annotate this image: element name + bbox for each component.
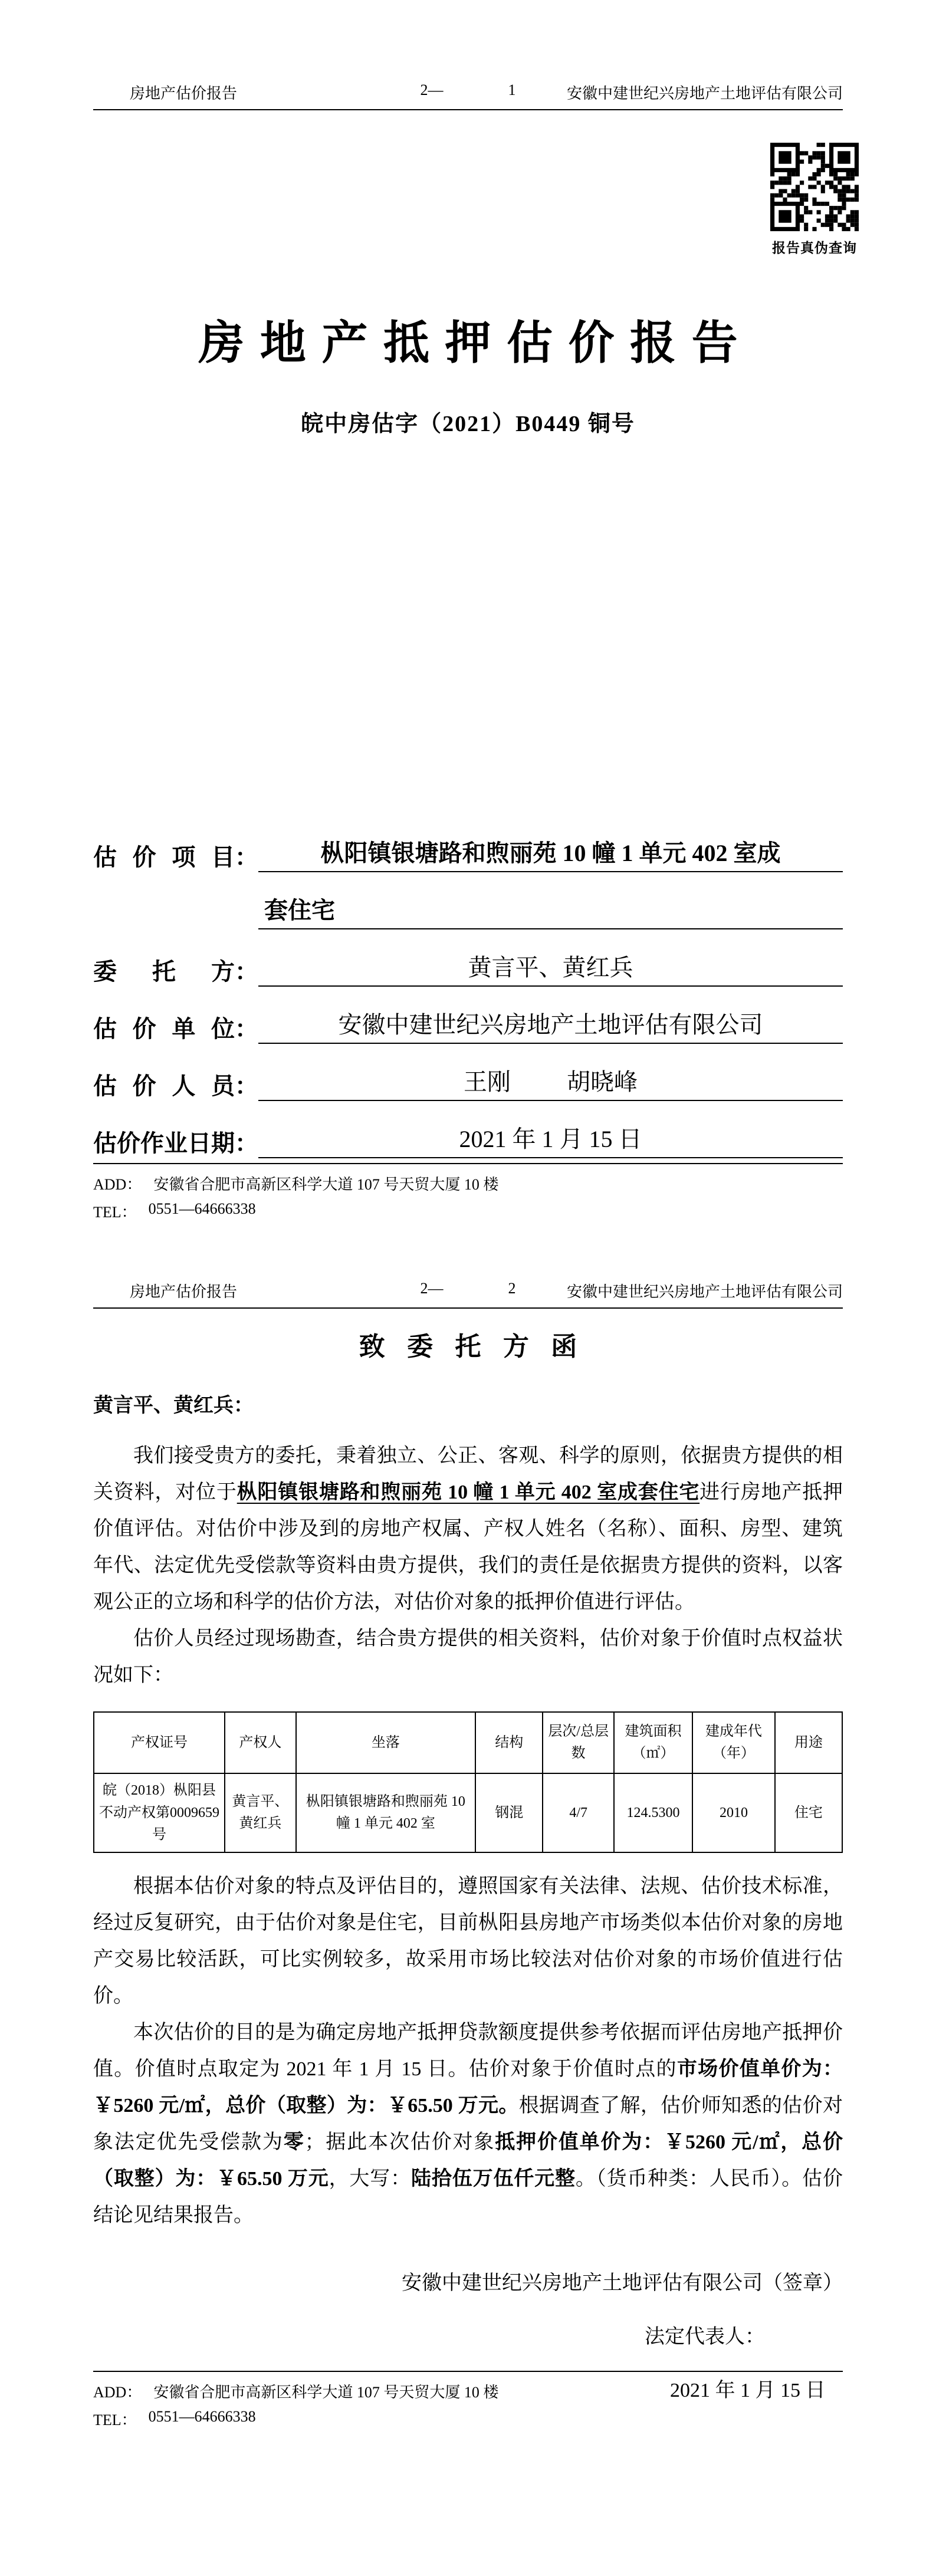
column-header-owner: 产权人 <box>225 1712 296 1773</box>
footer-tel-row <box>93 2408 843 2430</box>
staff-values <box>258 1068 843 1101</box>
signature-date: 2021 年 1 月 15 日 <box>670 2379 826 2401</box>
header-company-name: 安徽中建世纪兴房地产土地评估有限公司 <box>566 1283 843 1300</box>
signature-company: 安徽中建世纪兴房地产土地评估有限公司（签章） <box>402 2272 843 2294</box>
floor-cell: 4/7 <box>543 1773 614 1852</box>
letter-paragraph-2: 估价人员经过现场勘查，结合贵方提供的相关资料，估价对象于价值时点权益状况如下： <box>93 1628 843 1686</box>
header-company-name: 安徽中建世纪兴房地产土地评估有限公司 <box>566 85 843 102</box>
project-value-line2: 套住宅 <box>258 896 843 929</box>
report-header <box>93 81 843 110</box>
footer-address-row <box>93 1172 843 1194</box>
header-page-total: 2— <box>420 1280 444 1297</box>
header-page-indicator <box>421 81 516 99</box>
p4-text-c: ；据此本次估价对象 <box>304 2131 495 2153</box>
column-header-year: 建成年代（年） <box>692 1712 775 1773</box>
column-header-area: 建筑面积（㎡） <box>614 1712 692 1773</box>
header-doc-title: 房地产估价报告 <box>130 85 238 102</box>
tel-label: TEL： <box>93 1204 137 1221</box>
column-header-cert-no: 产权证号 <box>94 1712 225 1773</box>
p1-text-a: 我们接受贵方的委托，秉着独立、公正、客观、科学的原则，依据贵方提供的相关资料，对位于 <box>93 1445 843 1503</box>
staff-name-1: 王刚 <box>464 1068 511 1095</box>
page-1 <box>0 0 936 1262</box>
table-header-row <box>94 1712 842 1773</box>
cert-no-cell: 皖（2018）枞阳县不动产权第0009659 号 <box>94 1773 225 1852</box>
address-value: 安徽省合肥市高新区科学大道 107 号天贸大厦 10 楼 <box>153 1176 499 1193</box>
project-value-line1: 枞阳镇银塘路和煦丽苑 10 幢 1 单元 402 室成 <box>258 839 843 872</box>
report-header <box>93 1280 843 1309</box>
letter-paragraph-1 <box>93 1438 843 1621</box>
work-date-row <box>93 1101 843 1158</box>
address-label: ADD： <box>93 1176 142 1193</box>
usage-cell: 住宅 <box>775 1773 842 1852</box>
header-doc-title: 房地产估价报告 <box>130 1283 238 1300</box>
p4-market-value-emphasis: 市场价值单价为：￥5260 元/㎡，总价（取整）为：￥65.50 万元。 <box>93 2058 843 2117</box>
project-row <box>93 815 843 872</box>
agency-value: 安徽中建世纪兴房地产土地评估有限公司 <box>258 1011 843 1044</box>
qr-block <box>770 143 859 257</box>
header-page-indicator <box>421 1280 516 1297</box>
p4-text-b: 根据调查了解，估价师知悉的估价对象法定优先受偿款为 <box>93 2094 843 2153</box>
owner-cell: 黄言平、黄红兵 <box>225 1773 296 1852</box>
p4-mortgage-value-emphasis: 抵押价值单价为：￥5260 元/㎡，总价（取整）为：￥65.50 万元 <box>93 2131 843 2190</box>
work-date-value: 2021 年 1 月 15 日 <box>258 1125 843 1158</box>
header-page-number: 2 <box>508 1280 516 1297</box>
address-value: 安徽省合肥市高新区科学大道 107 号天贸大厦 10 楼 <box>153 2384 499 2401</box>
staff-label: 估价人员： <box>93 1072 258 1099</box>
qr-code-icon <box>770 143 859 231</box>
work-date-label: 估价作业日期： <box>93 1129 258 1156</box>
p4-zero-emphasis: 零 <box>283 2131 305 2153</box>
header-page-number: 1 <box>508 81 516 98</box>
table-row <box>94 1773 842 1852</box>
client-value: 黄言平、黄红兵 <box>258 954 843 987</box>
page-footer <box>93 2371 843 2436</box>
p4-amount-in-words-emphasis: 陆拾伍万伍仟元整 <box>411 2167 576 2190</box>
column-header-location: 坐落 <box>296 1712 476 1773</box>
location-cell: 枞阳镇银塘路和煦丽苑 10 幢 1 单元 402 室 <box>296 1773 476 1852</box>
column-header-structure: 结构 <box>475 1712 543 1773</box>
salutation: 黄言平、黄红兵： <box>93 1395 254 1417</box>
agency-label: 估价单位： <box>93 1015 258 1042</box>
staff-row <box>93 1044 843 1101</box>
area-cell: 124.5300 <box>614 1773 692 1852</box>
year-cell: 2010 <box>692 1773 775 1852</box>
legal-rep-label: 法定代表人： <box>645 2325 765 2348</box>
header-page-total: 2— <box>420 81 444 98</box>
tel-value: 0551—64666338 <box>148 2408 256 2425</box>
p1-property-emphasis: 枞阳镇银塘路和煦丽苑 10 幢 1 单元 402 室成套住宅 <box>237 1481 700 1503</box>
column-header-floor: 层次/总层数 <box>543 1712 614 1773</box>
report-number: 皖中房估字（2021）B0449 铜号 <box>301 411 635 436</box>
page-footer <box>93 1163 843 1228</box>
page-2 <box>0 1262 936 2576</box>
structure-cell: 钢混 <box>475 1773 543 1852</box>
p4-text-a: 本次估价的目的是为确定房地产抵押贷款额度提供参考依据而评估房地产抵押价值。价值时点取定为 2021 年 1 月 15 日。估价对象于价值时点的 <box>93 2021 843 2080</box>
report-title: 房地产抵押估价报告 <box>198 317 754 369</box>
footer-address-row <box>93 2380 843 2402</box>
letter-paragraph-4 <box>93 2015 843 2234</box>
p1-text-b: 进行房地产抵押价值评估。对估价中涉及到的房地产权属、产权人姓名（名称）、面积、房型、建筑年代、法定优先受偿款等资料由贵方提供，我们的责任是依据贵方提供的资料，以客观公正的立场和科学的估价方法，对估价对象的抵押价值进行评估。 <box>93 1481 843 1613</box>
letter-paragraph-3: 根据本估价对象的特点及评估目的，遵照国家有关法律、法规、估价技术标准，经过反复研究，由于估价对象是住宅，目前枞阳县房地产市场类似本估价对象的房地产交易比较活跃，可比实例较多，故采用市场比较法对估价对象的市场价值进行估价。 <box>93 1875 843 2007</box>
qr-verify-label: 报告真伪查询 <box>772 241 857 255</box>
address-label: ADD： <box>93 2384 142 2401</box>
letter-title: 致委托方函 <box>359 1332 599 1361</box>
cover-form <box>93 815 843 1158</box>
footer-tel-row <box>93 1200 843 1222</box>
client-row <box>93 929 843 987</box>
project-row-line2 <box>93 872 843 929</box>
p4-text-e: 。（货币种类：人民币）。估价结论见结果报告。 <box>93 2167 843 2226</box>
p4-text-d: ，大写： <box>329 2167 412 2190</box>
agency-row <box>93 987 843 1044</box>
tel-label: TEL： <box>93 2411 137 2429</box>
client-label: 委托方： <box>93 958 258 985</box>
property-rights-table <box>93 1711 843 1853</box>
project-label: 估价项目： <box>93 843 258 870</box>
staff-name-2: 胡晓峰 <box>567 1068 638 1095</box>
column-header-usage: 用途 <box>775 1712 842 1773</box>
tel-value: 0551—64666338 <box>148 1200 256 1217</box>
